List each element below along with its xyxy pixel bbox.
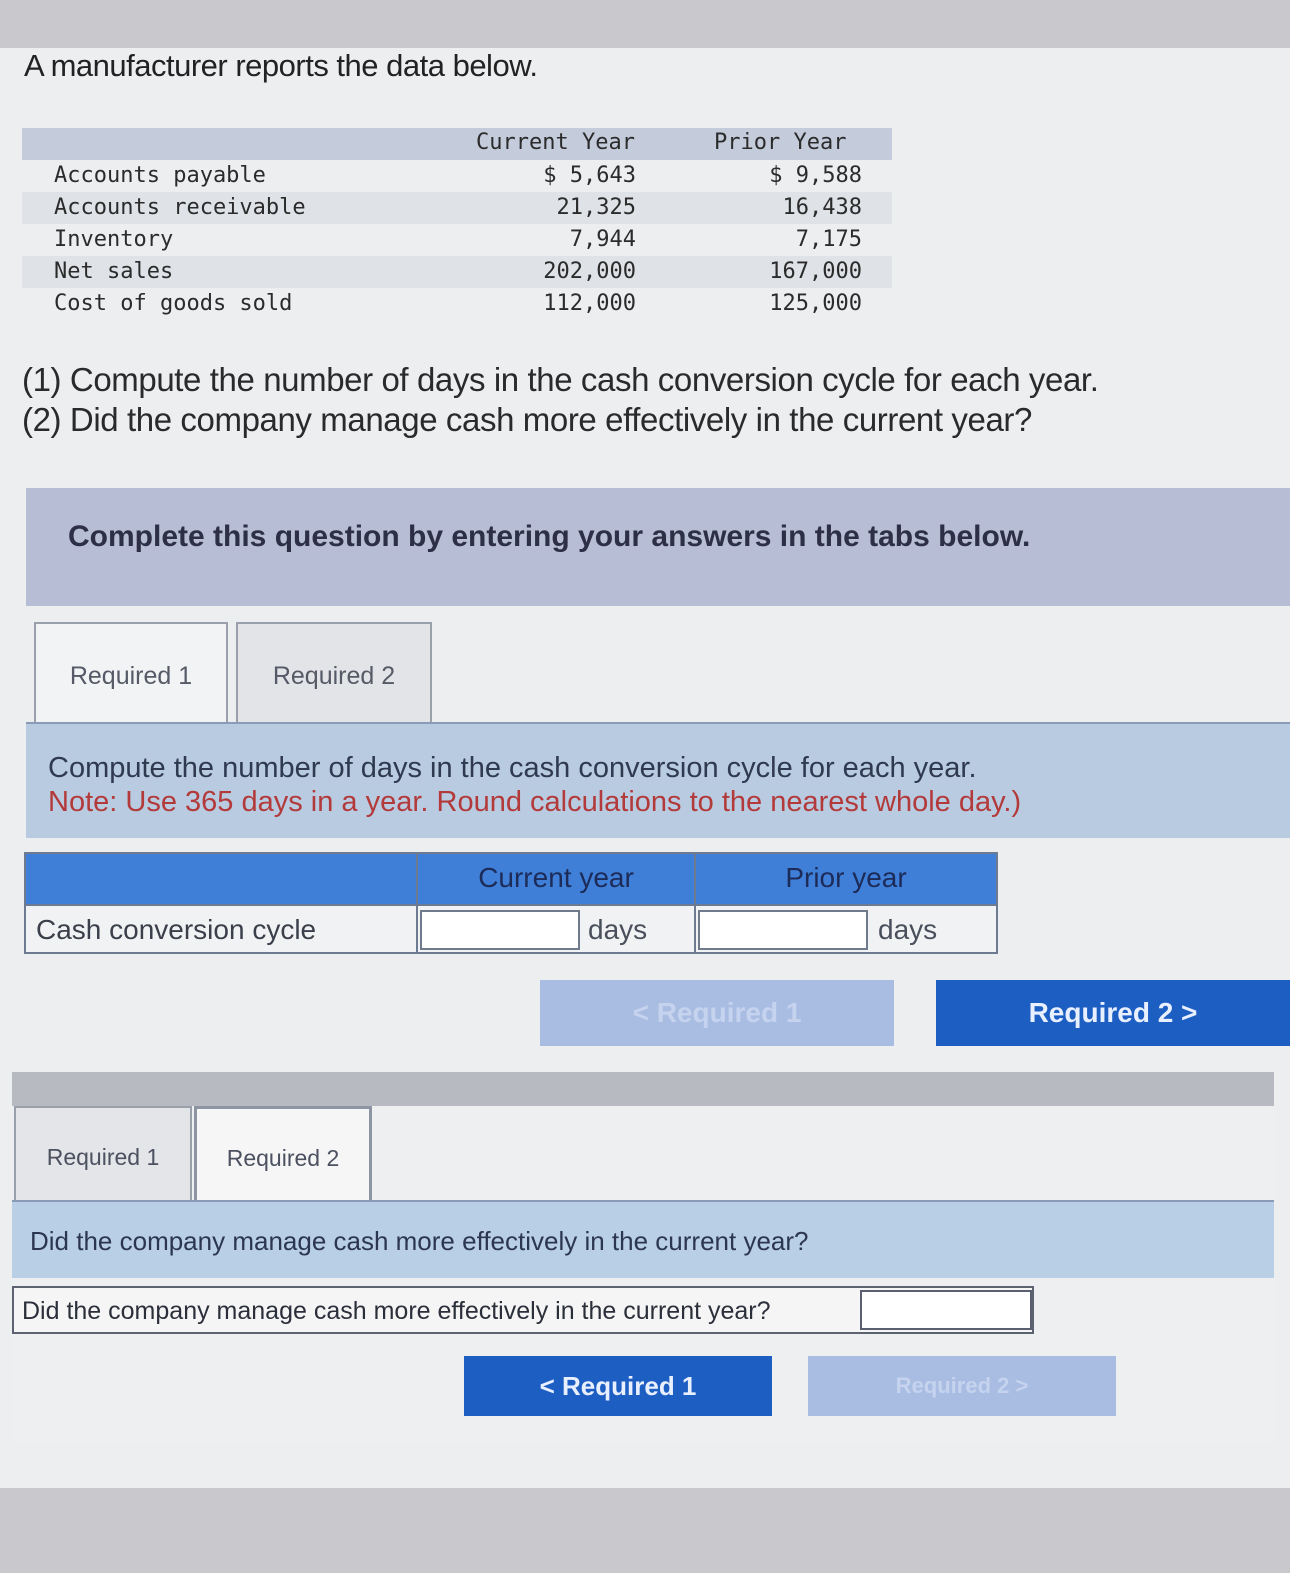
row-label: Accounts receivable	[54, 195, 306, 220]
questions	[22, 360, 1098, 440]
data-table	[22, 128, 892, 320]
question-2: (2) Did the company manage cash more effectively in the current year?	[22, 401, 1032, 438]
row-current: $ 5,643	[543, 163, 636, 188]
tab-required-1[interactable]	[14, 1106, 192, 1202]
next-required-2-button[interactable]: Required 2 >	[808, 1356, 1116, 1416]
table-row	[22, 160, 892, 192]
tab-label: Required 2	[272, 662, 396, 690]
grid-row-label	[26, 904, 418, 952]
answer-select[interactable]	[860, 1290, 1032, 1330]
row-current: 7,944	[569, 227, 636, 252]
prev-required-1-button[interactable]: < Required 1	[464, 1356, 772, 1416]
prior-year-cell	[696, 904, 996, 952]
table-row	[22, 192, 892, 224]
row-current: 112,000	[543, 291, 636, 316]
tab-label: Required 1	[46, 1144, 160, 1170]
banner-text: Complete this question by entering your answers in the tabs below.	[68, 520, 1031, 553]
row-label: Cost of goods sold	[54, 291, 293, 316]
table-row	[22, 288, 892, 320]
row-label: Inventory	[54, 227, 174, 252]
row-prior: 16,438	[782, 195, 862, 220]
row-label: Accounts payable	[54, 163, 266, 188]
instruction-note: Note: Use 365 days in a year. Round calculations to the nearest whole day.)	[48, 786, 1022, 818]
grid-header-prior-label: Prior year	[785, 862, 907, 893]
instruction-panel	[26, 724, 1290, 838]
prev-required-1-button[interactable]: < Required 1	[540, 980, 894, 1046]
col-prior-year: Prior Year	[714, 130, 847, 155]
row-prior: 125,000	[769, 291, 862, 316]
grid-header-current-label: Current year	[478, 862, 634, 893]
tab-required-2[interactable]	[236, 622, 432, 722]
current-year-unit: days	[588, 914, 648, 945]
question-1: (1) Compute the number of days in the cash conversion cycle for each year.	[22, 361, 1099, 398]
row-prior: 7,175	[795, 227, 862, 252]
cash-conversion-cycle-label: Cash conversion cycle	[36, 914, 317, 945]
row-label: Net sales	[54, 259, 174, 284]
tab-required-2[interactable]	[194, 1106, 372, 1202]
grid-header-current	[418, 854, 696, 904]
answer-grid	[24, 852, 998, 954]
instruction-text: Compute the number of days in the cash conversion cycle for each year.	[48, 752, 977, 784]
prior-year-input[interactable]	[698, 910, 868, 950]
grid-header-prior	[696, 854, 996, 904]
current-year-cell	[418, 904, 696, 952]
answer-row	[12, 1286, 1034, 1334]
row-current: 202,000	[543, 259, 636, 284]
table-row	[22, 256, 892, 288]
data-table-header	[22, 128, 892, 160]
section-divider	[12, 1072, 1274, 1106]
tab-label: Required 1	[69, 662, 193, 690]
instruction-panel	[12, 1202, 1274, 1278]
next-required-2-button[interactable]: Required 2 >	[936, 980, 1290, 1046]
grid-header-blank	[26, 854, 418, 904]
col-current-year: Current Year	[476, 130, 635, 155]
table-row	[22, 224, 892, 256]
row-prior: $ 9,588	[769, 163, 862, 188]
instructions-banner	[26, 488, 1290, 606]
row-prior: 167,000	[769, 259, 862, 284]
intro-text: A manufacturer reports the data below.	[24, 48, 538, 83]
tab-required-1[interactable]	[34, 622, 228, 722]
current-year-input[interactable]	[420, 910, 580, 950]
answer-row-question: Did the company manage cash more effectively in the current year?	[22, 1297, 771, 1325]
tab-label: Required 2	[226, 1145, 340, 1171]
instruction-text: Did the company manage cash more effectively in the current year?	[30, 1226, 809, 1256]
prior-year-unit: days	[878, 914, 938, 945]
row-current: 21,325	[556, 195, 636, 220]
